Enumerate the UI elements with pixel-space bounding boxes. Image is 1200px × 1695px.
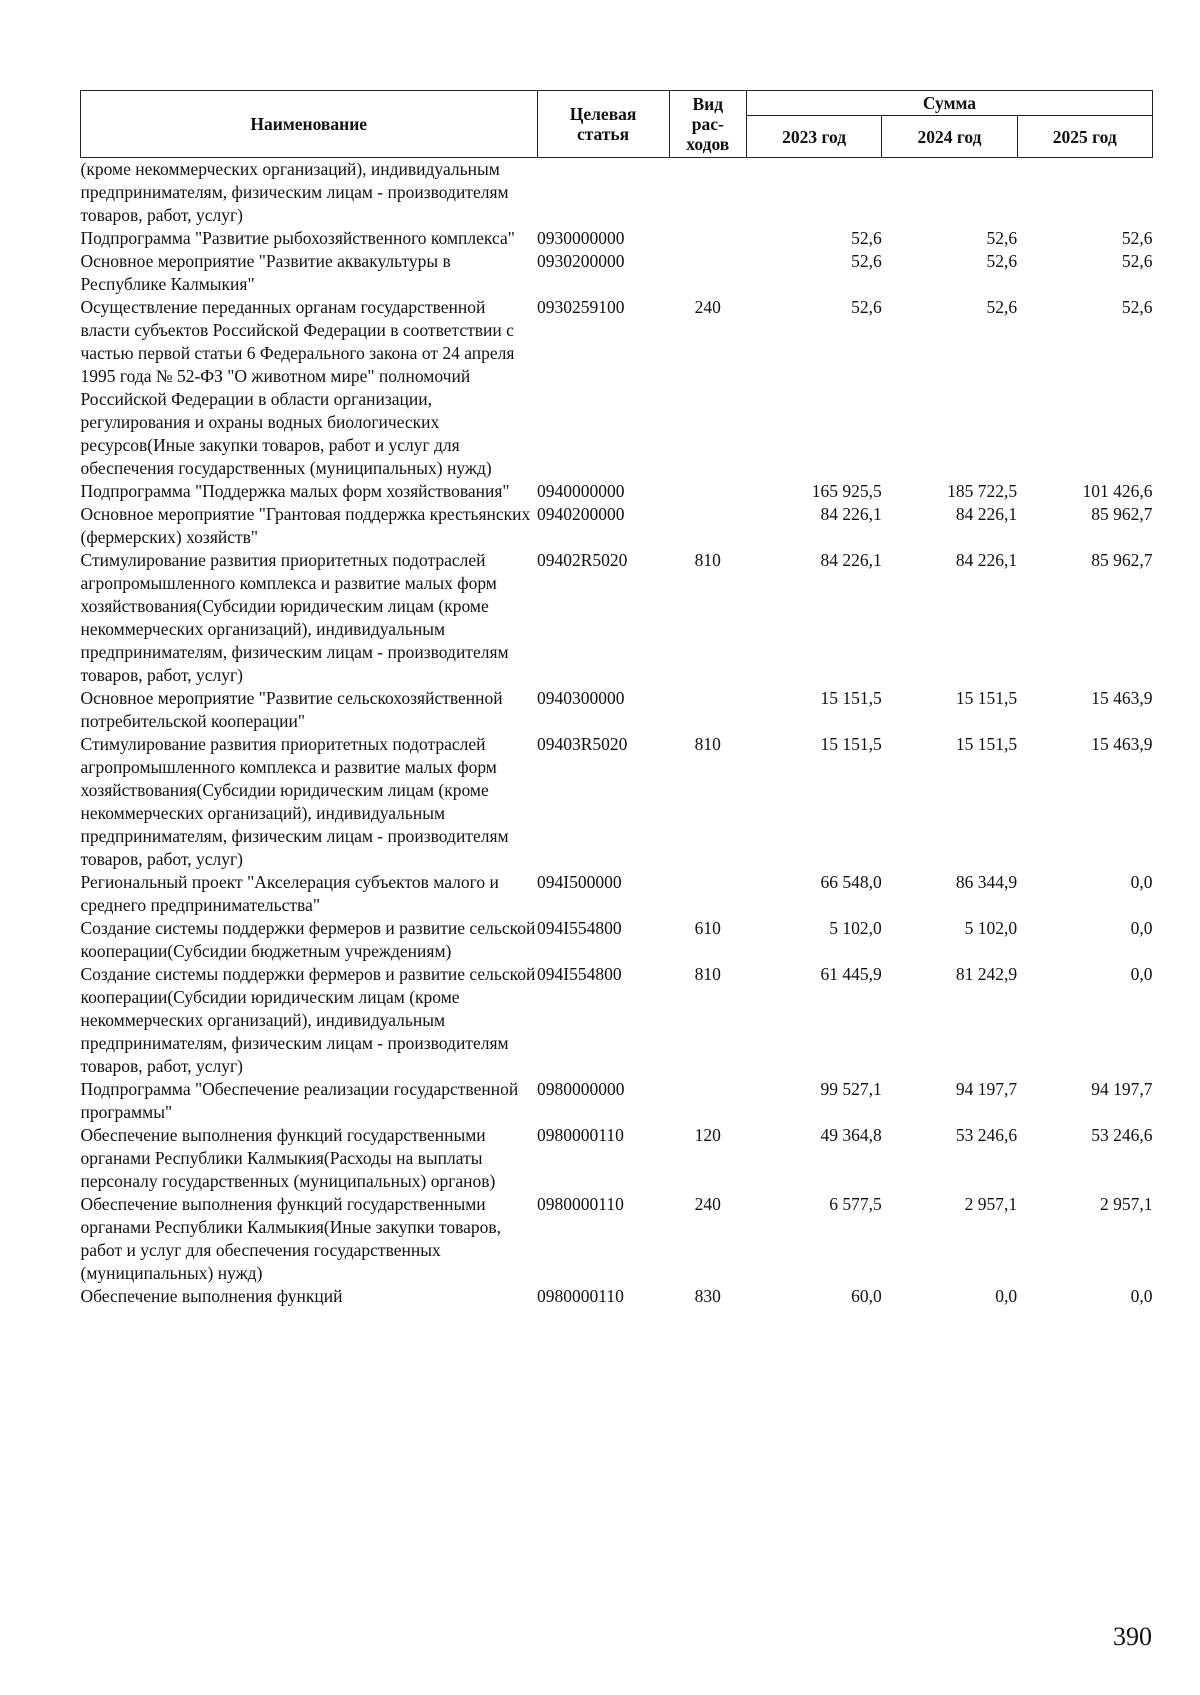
row-name: Подпрограмма "Развитие рыбохозяйственного комплекса" [80, 228, 515, 248]
target-code: 0980000000 [537, 1079, 625, 1099]
budget-table [80, 90, 1153, 1308]
expense-type-code: 810 [694, 550, 721, 570]
amount-2024: 52,6 [986, 228, 1018, 248]
expense-type-code [669, 227, 746, 250]
table-row [81, 871, 1153, 917]
header-name: Наименование [81, 91, 538, 158]
expense-type-code [669, 687, 746, 733]
expense-type-code: 830 [694, 1286, 721, 1306]
amount-2025: 101 426,6 [1082, 481, 1153, 501]
target-code: 0930200000 [537, 251, 625, 271]
table-row [81, 963, 1153, 1078]
amount-2025: 15 463,9 [1091, 688, 1153, 708]
amount-2023: 5 102,0 [829, 918, 882, 938]
amount-2024: 84 226,1 [955, 550, 1018, 570]
amount-2025: 52,6 [1121, 297, 1153, 317]
expense-type-code: 610 [694, 918, 721, 938]
table-row [81, 1078, 1153, 1124]
header-target: Целевая статья [537, 91, 669, 158]
amount-2023: 15 151,5 [820, 734, 882, 754]
target-code: 09402R5020 [537, 550, 628, 570]
table-row [81, 1193, 1153, 1285]
header-sum: Сумма [746, 91, 1152, 116]
header-year-2024: 2024 год [882, 116, 1017, 158]
amount-2024: 52,6 [986, 251, 1018, 271]
row-name: Обеспечение выполнения функций [80, 1286, 343, 1306]
amount-2024: 53 246,6 [955, 1125, 1018, 1145]
amount-2025: 53 246,6 [1091, 1125, 1153, 1145]
target-code: 0980000110 [537, 1125, 624, 1145]
amount-2024: 86 344,9 [955, 872, 1018, 892]
row-name: Обеспечение выполнения функций государственными органами Республики Калмыкия(Иные закупки товаров, работ и услуг для обеспечения государственных (муниципальных) нужд) [80, 1194, 502, 1283]
expense-type-code [669, 480, 746, 503]
row-name: Создание системы поддержки фермеров и развитие сельской кооперации(Субсидии бюджетным учреждениям) [80, 918, 536, 961]
table-row [81, 158, 1153, 228]
expense-type-code [669, 503, 746, 549]
target-code: 0980000110 [537, 1286, 624, 1306]
row-name: Основное мероприятие "Грантовая поддержка крестьянских (фермерских) хозяйств" [80, 504, 531, 547]
table-row [81, 549, 1153, 687]
amount-2025: 85 962,7 [1091, 550, 1153, 570]
amount-2024: 81 242,9 [955, 964, 1018, 984]
amount-2025: 52,6 [1121, 228, 1153, 248]
expense-type-code: 240 [694, 297, 721, 317]
amount-2025: 0,0 [1130, 1286, 1153, 1306]
amount-2025 [1017, 158, 1152, 228]
amount-2024: 15 151,5 [955, 734, 1018, 754]
amount-2025: 2 957,1 [1100, 1194, 1153, 1214]
amount-2023: 52,6 [851, 251, 882, 271]
amount-2023: 165 925,5 [811, 481, 882, 501]
amount-2023: 52,6 [851, 228, 882, 248]
table-header [81, 91, 1153, 158]
expense-type-code: 240 [694, 1194, 721, 1214]
amount-2024: 84 226,1 [955, 504, 1018, 524]
amount-2023: 84 226,1 [820, 504, 882, 524]
amount-2025: 52,6 [1121, 251, 1153, 271]
table-row [81, 1285, 1153, 1308]
row-name: Подпрограмма "Обеспечение реализации государственной программы" [80, 1079, 519, 1122]
target-code: 0940200000 [537, 504, 625, 524]
header-year-2025: 2025 год [1017, 116, 1152, 158]
amount-2023: 66 548,0 [820, 872, 882, 892]
table-row [81, 227, 1153, 250]
amount-2025: 0,0 [1130, 964, 1153, 984]
expense-type-code [669, 250, 746, 296]
expense-type-code [669, 1078, 746, 1124]
amount-2023: 15 151,5 [820, 688, 882, 708]
amount-2023 [746, 158, 881, 228]
amount-2024: 0,0 [995, 1286, 1018, 1306]
row-name: Стимулирование развития приоритетных подотраслей агропромышленного комплекса и развитие малых форм хозяйствования(Субсидии юридическим лицам (кроме некоммерческих организаций), индивидуальным предпринимателям, физическим лицам - производителям товаров, работ, услуг) [80, 550, 509, 685]
expense-type-code [669, 158, 746, 228]
target-code: 09403R5020 [537, 734, 628, 754]
target-code [537, 158, 669, 228]
target-code: 094I500000 [537, 872, 622, 892]
expense-type-code: 810 [694, 964, 721, 984]
page-number: 390 [1113, 1622, 1152, 1651]
amount-2023: 84 226,1 [820, 550, 882, 570]
table-row [81, 503, 1153, 549]
expense-type-code: 810 [694, 734, 721, 754]
amount-2023: 60,0 [851, 1286, 882, 1306]
amount-2023: 52,6 [851, 297, 882, 317]
header-expense-type: Вид рас-ходов [669, 91, 746, 158]
header-year-2023: 2023 год [746, 116, 881, 158]
amount-2023: 61 445,9 [820, 964, 882, 984]
expense-type-code [669, 871, 746, 917]
table-row [81, 733, 1153, 871]
row-name: Обеспечение выполнения функций государственными органами Республики Калмыкия(Расходы на выплаты персоналу государственных (муниципальных) органов) [80, 1125, 496, 1191]
row-name: Осуществление переданных органам государственной власти субъектов Российской Федерации в соответствии с частью первой статьи 6 Федерального закона от 24 апреля 1995 года № 52-ФЗ "О животном мире" полномочий Российской Федерации в области организации, регулирования и охраны водных биологических ресурсов(Иные закупки товаров, работ и услуг для обеспечения государственных (муниципальных) нужд) [80, 297, 515, 478]
row-name: Региональный проект "Акселерация субъектов малого и среднего предпринимательства" [80, 872, 499, 915]
row-name: Основное мероприятие "Развитие сельскохозяйственной потребительской кооперации" [80, 688, 503, 731]
target-code: 094I554800 [537, 918, 622, 938]
target-code: 0940300000 [537, 688, 625, 708]
target-code: 0930000000 [537, 228, 625, 248]
table-row [81, 687, 1153, 733]
target-code: 0930259100 [537, 297, 625, 317]
amount-2025: 94 197,7 [1091, 1079, 1153, 1099]
amount-2025: 0,0 [1130, 918, 1153, 938]
amount-2024: 5 102,0 [964, 918, 1018, 938]
expense-type-code: 120 [694, 1125, 721, 1145]
amount-2024: 2 957,1 [964, 1194, 1018, 1214]
table-row [81, 1124, 1153, 1193]
table-row [81, 917, 1153, 963]
amount-2025: 85 962,7 [1091, 504, 1153, 524]
amount-2024: 94 197,7 [955, 1079, 1018, 1099]
row-name: (кроме некоммерческих организаций), индивидуальным предпринимателям, физическим лицам - производителям товаров, работ, услуг) [80, 159, 509, 225]
amount-2024: 185 722,5 [947, 481, 1018, 501]
amount-2025: 15 463,9 [1091, 734, 1153, 754]
table-row [81, 480, 1153, 503]
target-code: 094I554800 [537, 964, 622, 984]
row-name: Подпрограмма "Поддержка малых форм хозяйствования" [80, 481, 510, 501]
amount-2025: 0,0 [1130, 872, 1153, 892]
table-row [81, 250, 1153, 296]
table-body [81, 158, 1153, 1309]
amount-2023: 99 527,1 [820, 1079, 882, 1099]
amount-2024 [882, 158, 1017, 228]
table-row [81, 296, 1153, 480]
target-code: 0940000000 [537, 481, 625, 501]
row-name: Стимулирование развития приоритетных подотраслей агропромышленного комплекса и развитие малых форм хозяйствования(Субсидии юридическим лицам (кроме некоммерческих организаций), индивидуальным предпринимателям, физическим лицам - производителям товаров, работ, услуг) [80, 734, 509, 869]
row-name: Создание системы поддержки фермеров и развитие сельской кооперации(Субсидии юридическим лицам (кроме некоммерческих организаций), индивидуальным предпринимателям, физическим лицам - производителям товаров, работ, услуг) [80, 964, 536, 1076]
amount-2024: 52,6 [986, 297, 1018, 317]
amount-2023: 49 364,8 [820, 1125, 882, 1145]
amount-2024: 15 151,5 [955, 688, 1018, 708]
row-name: Основное мероприятие "Развитие аквакультуры в Республике Калмыкия" [80, 251, 451, 294]
amount-2023: 6 577,5 [829, 1194, 882, 1214]
target-code: 0980000110 [537, 1194, 624, 1214]
